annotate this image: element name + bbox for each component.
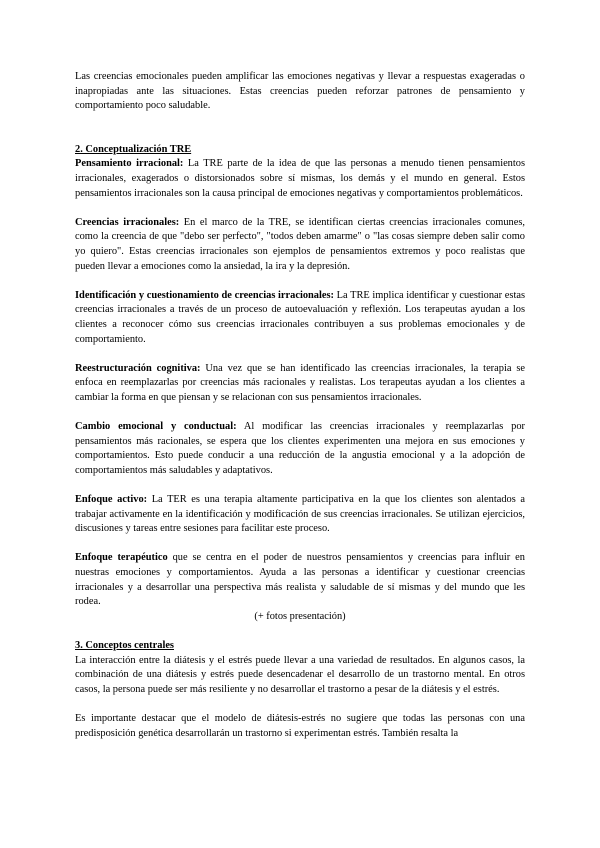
section-3-paragraph-2: Es importante destacar que el modelo de diátesis-estrés no sugiere que todas las personas con una predisposición genética desarrollarán un trastorno si experimentan estrés. También resalta la <box>75 712 525 739</box>
term: Enfoque activo: <box>75 494 148 506</box>
definition: En el marco de la TRE, se identifican ciertas creencias irracionales comunes, como la creencia de que "debo ser perfecto", "todos deben amarme" o "las cosas siempre deben salir como yo quiero". Estas creencias irracionales son ejemplos de pensamientos extremos y poco realistas que pueden llevar a emociones como la ansiedad, la ira y la depresión. <box>75 216 525 272</box>
definition: La TRE parte de la idea de que las personas a menudo tienen pensamientos irracionales, exagerados o distorsionados sobre sí mismas, los demás y el mundo en general. Estos pensamientos irracionales son la causa principal de emociones negativas y comportamientos problemáticos. <box>75 158 526 199</box>
section-3-paragraph-1: La interacción entre la diátesis y el estrés puede llevar a una variedad de resultados. En algunos casos, la combinación de una diátesis y estrés puede desencadenar el desarrollo de un trastorno mental. En otros casos, la persona puede ser más resiliente y no desarrollar el trastorno a pesar de la diátesis y el estrés. <box>75 654 525 695</box>
item-cambio-emocional <box>75 420 525 478</box>
definition: La TRE implica identificar y cuestionar estas creencias irracionales a través de un proceso de autoevaluación y reflexión. Los terapeutas ayudan a los clientes a reconocer cómo sus creencias irracionales contribuyen a sus problemas emocionales y de comportamiento. <box>75 289 525 345</box>
definition: Al modificar las creencias irracionales y reemplazarlas por pensamientos más racionales, se espera que los clientes experimenten una mejora en sus emociones y comportamientos. Esto puede conducir a una reducción de la angustia emocional y a la adopción de comportamientos más saludables y adaptativos. <box>75 421 525 476</box>
term: Creencias irracionales: <box>75 216 180 228</box>
item-reestructuracion <box>75 362 525 406</box>
definition: Una vez que se han identificado las creencias irracionales, la terapia se enfoca en reemplazarlas por creencias más racionales y realistas. Los terapeutas ayudan a los clientes a cambiar la forma en que piensan y se relacionan con sus pensamientos irracionales. <box>75 362 526 403</box>
term: Reestructuración cognitiva: <box>75 362 201 374</box>
item-creencias-irracionales <box>75 216 525 274</box>
term: Pensamiento irracional: <box>75 158 184 170</box>
definition: que se centra en el poder de nuestros pensamientos y creencias para influir en nuestras emociones y comportamientos. Ayuda a las personas a identificar y cuestionar creencias irracionales y a desarrollar una perspectiva más realista y saludable de sí mismas y del mundo que les rodea. <box>75 552 525 608</box>
item-enfoque-activo <box>75 493 525 537</box>
section-3-title: 3. Conceptos centrales <box>75 639 174 651</box>
intro-paragraph: Las creencias emocionales pueden amplificar las emociones negativas y llevar a respuestas exageradas o inapropiadas ante las situaciones. Estas creencias pueden reforzar patrones de pensamiento y comportamiento poco saludable. <box>75 71 525 112</box>
term: Enfoque terapéutico <box>75 552 168 564</box>
definition: La TER es una terapia altamente participativa en la que los clientes son alentados a trabajar activamente en la identificación y modificación de sus creencias irracionales. Se utilizan ejercicios, discusiones y tareas entre sesiones para facilitar este proceso. <box>75 494 525 535</box>
item-pensamiento-irracional <box>75 157 525 201</box>
item-enfoque-terapeutico <box>75 551 525 609</box>
term: Cambio emocional y conductual: <box>75 421 237 433</box>
section-2-title: 2. Conceptualización TRE <box>75 143 192 155</box>
photo-note: (+ fotos presentación) <box>254 610 346 622</box>
term: Identificación y cuestionamiento de creencias irracionales: <box>75 289 334 301</box>
item-identificacion <box>75 289 525 347</box>
